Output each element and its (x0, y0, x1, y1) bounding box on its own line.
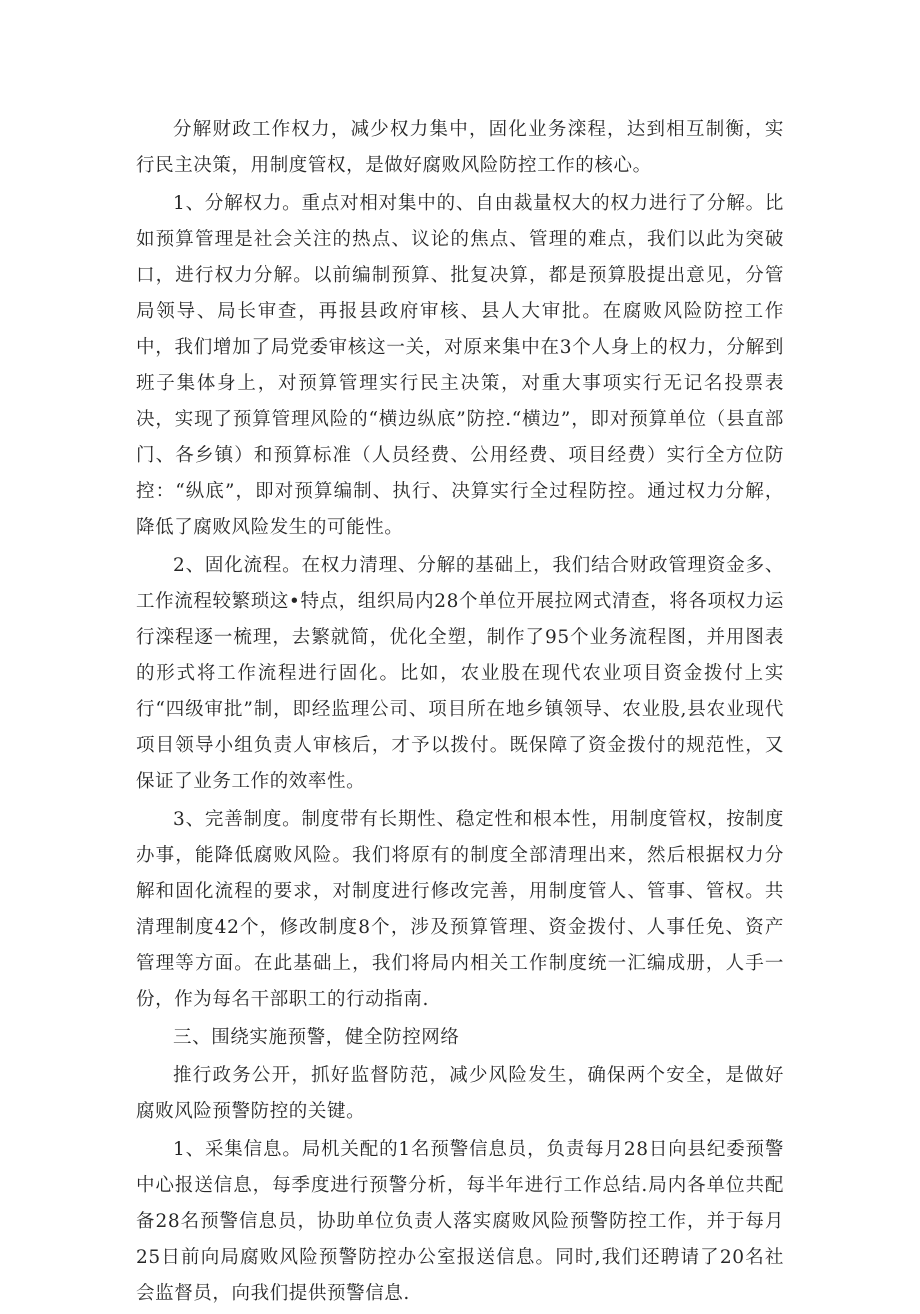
paragraph-improve-system: 3、完善制度。制度带有长期性、稳定性和根本性，用制度管权，按制度办事，能降低腐败风险。我们将原有的制度全部清理出来，然后根据权力分解和固化流程的要求，对制度进行修改完善，用制度管人、管事、管权。共清理制度42个，修改制度8个，涉及预算管理、资金拨付、人事任免、资产管理等方面。在此基础上，我们将局内相关工作制度统一汇编成册，人手一份，作为每名干部职工的行动指南. (136, 809, 784, 1010)
paragraph-decompose-power: 1、分解权力。重点对相对集中的、自由裁量权大的权力进行了分解。比如预算管理是社会关注的热点、议论的焦点、管理的难点，我们以此为突破口，进行权力分解。以前编制预算、批复决算，都是预算股提出意见，分管局领导、局长审查，再报县政府审核、县人大审批。在腐败风险防控工作中，我们增加了局党委审核这一关，对原来集中在3个人身上的权力，分解到班子集体身上，对预算管理实行民主决策，对重大事项实行无记名投票表决，实现了预算管理风险的“横边纵底”防控.“横边”，即对预算单位（县直部门、各乡镇）和预算标准（人员经费、公用经费、项目经费）实行全方位防控：“纵底”，即对预算编制、执行、决算实行全过程防控。通过权力分解，降低了腐败风险发生的可能性。 (136, 193, 784, 538)
section-heading-early-warning: 三、围绕实施预警，健全防控网络 (173, 1027, 460, 1048)
intro-paragraph: 分解财政工作权力，减少权力集中，固化业务滦程，达到相互制衡，实行民主决策，用制度管权，是做好腐败风险防控工作的核心。 (136, 119, 784, 176)
paragraph-fix-process: 2、固化流程。在权力清理、分解的基础上，我们结合财政管理资金多、工作流程较繁琐这•特点，组织局内28个单位开展拉网式清查，将各项权力运行滦程逐一梳理，去繁就简，优化全塑，制作了95个业务流程图，并用图表的形式将工作流程进行固化。比如，农业股在现代农业项目资金拨付上实行“四级审批”制，即经监理公司、项目所在地乡镇领导、农业股,县农业现代项目领导小组负责人审核后，才予以拨付。既保障了资金拨付的规范性，又保证了业务工作的效率性。 (136, 555, 784, 792)
paragraph-collect-information: 1、采集信息。局机关配的1名预警信息员，负责每月28日向县纪委预警中心报送信息，每季度进行预警分析，每半年进行工作总结.局内各单位共配备28名预警信息员，协助单位负责人落实腐败风险预警防控工作，并于每月25日前向局腐败风险预警防控办公室报送信息。同时,我们还聘请了20名社会监督员，向我们提供预警信息. (136, 1139, 784, 1304)
document-body (136, 112, 784, 1314)
paragraph-early-warning-intro: 推行政务公开，抓好监督防范，减少风险发生，确保两个安全，是做好腐败风险预警防控的关键。 (136, 1065, 784, 1122)
